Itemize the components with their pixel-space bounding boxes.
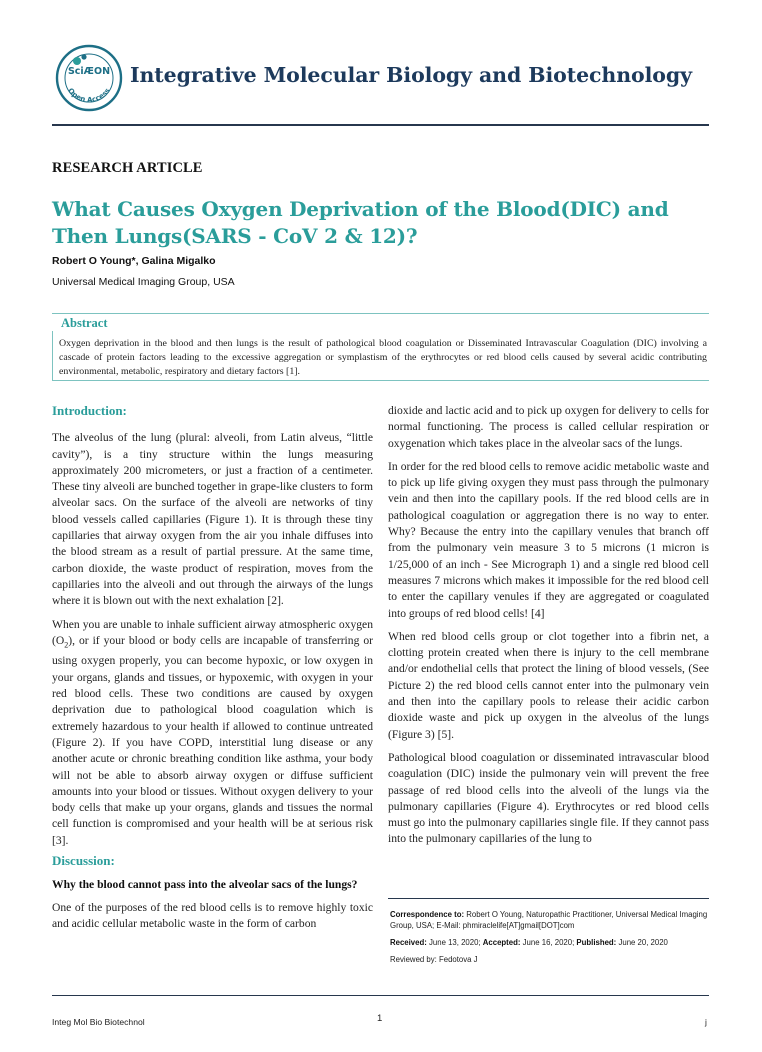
intro-paragraph-2-start: When you are unable to inhale sufficient airway atmospheric oxygen (O xyxy=(52,617,373,647)
journal-logo xyxy=(55,44,123,112)
left-column xyxy=(52,403,373,939)
right-paragraph-3: When red blood cells group or clot together into a fibrin net, a clotting protein created when there is injury to the cell membrane and/or endothelial cells that protect the lining of blood vessels, (See Picture 2) the red blood cells cannot enter into the pulmonary vein and then into the capillary pools to release their acidic carbon dioxide waste and pick up oxygen in the alveolus of the lungs (Figure 3) [5]. xyxy=(388,629,709,741)
abstract-bottom-divider xyxy=(52,380,709,381)
accepted-date: June 16, 2020; xyxy=(522,938,575,947)
accepted-label: Accepted: xyxy=(482,938,521,947)
correspondence xyxy=(390,909,710,931)
abstract-heading: Abstract xyxy=(61,316,108,330)
published-label: Published: xyxy=(576,938,617,947)
abstract-top-divider xyxy=(52,313,709,314)
logo-text: SciÆON xyxy=(67,66,111,77)
right-paragraph-4: Pathological blood coagulation or disseminated intravascular blood coagulation (DIC) inside the pulmonary vein will prevent the free passage of red blood cells into the alveoli of the lungs via the pulmonary capillaries (Figure 4). Erythrocytes or red blood cells must go into the pulmonary capillaries single file. If they cannot pass into the pulmonary capillaries of the lung to xyxy=(388,750,709,846)
page-number: 1 xyxy=(377,1013,383,1024)
abstract-text: Oxygen deprivation in the blood and then lungs is the result of pathological blood coagulation or Disseminated Intravascular Coagulation (DIC) involving a cascade of protein factors leading to the excessive aggregation or symplastism of the erythrocytes or red blood cells caused by several acidic contributing environmental, metabolic, respiratory and dietary factors [1]. xyxy=(59,338,707,377)
discussion-subheading: Why the blood cannot pass into the alveolar sacs of the lungs? xyxy=(52,878,358,892)
intro-paragraph-2-rest: ), or if your blood or body cells are incapable of transferring or using oxygen properly, you can become hypoxic, or low oxygen in your organs, glands and tissues, or hypoxemic, with oxygen in your red blood cells. These two conditions are caused by oxygen deprivation due to pathological blood coagulation which is extremely hazardous to your health if allowed to continue untreated (Figure 2). If you have COPD, interstitial lung disease or any another acute or chronic breathing condition like asthma, your body will not be able to absorb airway oxygen or diffuse sufficient amounts into your blood or tissues. Without oxygen delivery to your body cells that make up your organs, glands and tissues the normal cell function is compromised and your health will be at serious risk [3]. xyxy=(52,633,373,847)
dates xyxy=(390,937,710,948)
article-title: What Causes Oxygen Deprivation of the Blood(DIC) and Then Lungs(SARS - CoV 2 & 12)? xyxy=(52,197,669,248)
published-date: June 20, 2020 xyxy=(618,938,668,947)
footer-mark: j xyxy=(705,1017,707,1027)
correspondence-label: Correspondence to: xyxy=(390,910,465,919)
right-paragraph-1: dioxide and lactic acid and to pick up oxygen for delivery to cells for normal functioning. The process is called cellular respiration or oxygenation which takes place in the alveolar sacs of the lungs. xyxy=(388,404,709,450)
correspondence-box xyxy=(390,909,710,971)
header-divider xyxy=(52,124,709,126)
received-date: June 13, 2020; xyxy=(429,938,481,947)
logo-arc-text: Open Access xyxy=(66,86,112,105)
discussion-paragraph-1: One of the purposes of the red blood cells is to remove highly toxic and acidic cellular metabolic waste in the form of carbon xyxy=(52,900,373,930)
received-label: Received: xyxy=(390,938,427,947)
journal-title: Integrative Molecular Biology and Biotechnology xyxy=(130,63,692,87)
intro-paragraph-1: The alveolus of the lung (plural: alveoli, from Latin alveus, “little cavity”), is a tiny structure within the lungs measuring approximately 200 micrometers, or just a fraction of a centimeter. These tiny alveoli are bunched together in grape-like clusters to form alveolar sacs. On the surface of the alveoli are networks of tiny blood vessels called capillaries (Figure 1). It is through these tiny capillaries that airway oxygen from the air you inhale diffuses into the blood stream as a result of partial pressure. At the same time, carbon dioxide, the waste product of respiration, moves from the capillaries into the alveoli and out through the airways of the lungs where it is blown out with the next exhalation [2]. xyxy=(52,431,373,608)
footer-divider xyxy=(52,995,709,996)
intro-paragraph-2 xyxy=(52,617,373,849)
oxygen-subscript: 2 xyxy=(64,640,69,650)
right-column xyxy=(388,403,709,855)
footer-journal: Integ Mol Bio Biotechnol xyxy=(52,1017,145,1027)
abstract-side-divider xyxy=(52,331,53,380)
affiliation: Universal Medical Imaging Group, USA xyxy=(52,276,235,288)
introduction-heading: Introduction: xyxy=(52,403,127,418)
correspondence-divider xyxy=(388,898,709,899)
article-type: RESEARCH ARTICLE xyxy=(52,160,203,176)
right-paragraph-2: In order for the red blood cells to remove acidic metabolic waste and to pick up life giving oxygen they must pass through the pulmonary vein and then into the capillary pools. If the red blood cells are in pathological coagulation or aggregation there is no way to enter. Why? Because the entry into the capillary venules that branch off from the pulmonary vein measure 3 to 5 microns (1 micron is 1/25,000 of an inch - See Micrograph 1) and a single red blood cell measures 7 microns which makes it impossible for the red blood cell to enter the capillary venules if they are aggregated or coagulated into groups of red blood cells! [4] xyxy=(388,459,709,620)
correspondence-text: Robert O Young, Naturopathic Practitioner, Universal Medical Imaging Group, USA; E-Mail: phmiraclelife[AT]gmail[DOT]com xyxy=(390,910,708,930)
authors: Robert O Young*, Galina Migalko xyxy=(52,255,216,267)
discussion-heading: Discussion: xyxy=(52,853,115,869)
reviewed-by: Reviewed by: Fedotova J xyxy=(390,955,478,964)
